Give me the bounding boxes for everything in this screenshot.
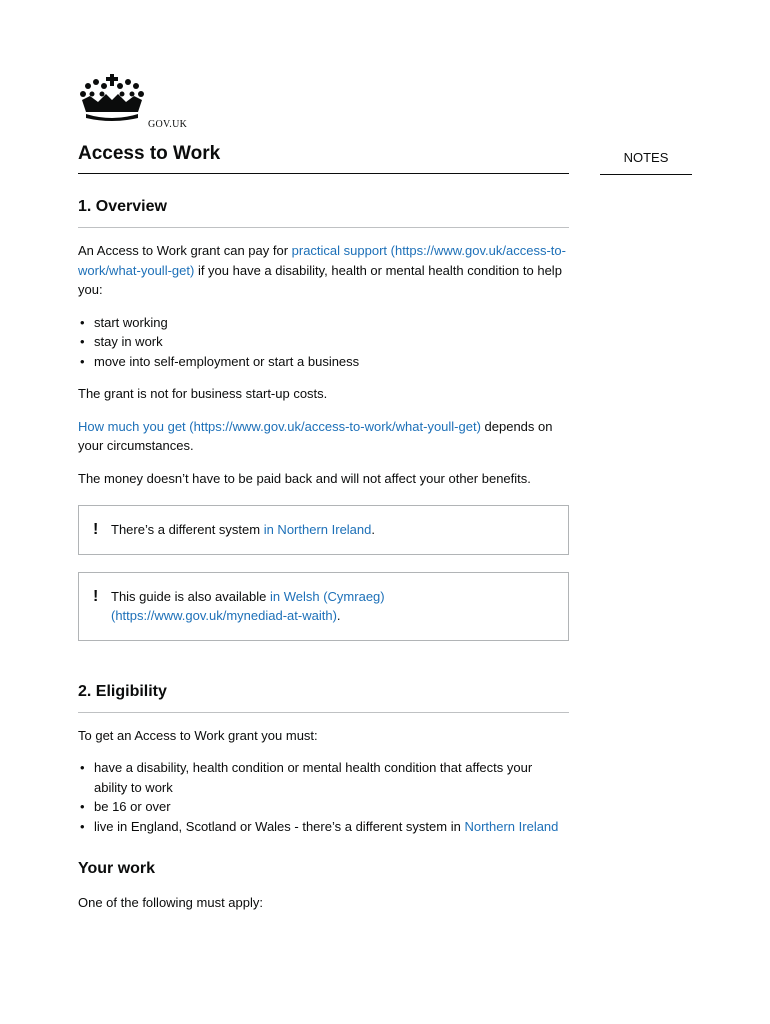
- how-much-after-text: depends on your circumstances.: [78, 418, 553, 453]
- list-item: • have a disability, health condition or mental health condition that affects your ability to work: [78, 758, 569, 797]
- crown-icon: [78, 72, 146, 122]
- list-item: • be 16 or over: [78, 797, 569, 817]
- northern-ireland-link[interactable]: in Northern Ireland: [263, 522, 372, 537]
- list-item: • stay in work: [78, 332, 569, 352]
- eligibility-intro: To get an Access to Work grant you must:: [78, 727, 318, 743]
- northern-ireland-link[interactable]: Northern Ireland: [464, 818, 559, 834]
- logo-text: GOV.UK: [148, 119, 188, 130]
- warning-icon: !: [93, 587, 99, 605]
- overview-bullet-list: [78, 313, 569, 372]
- list-item: [78, 817, 569, 837]
- your-work-heading: Your work: [78, 860, 156, 877]
- callout-text: [111, 520, 556, 540]
- eligibility-bullet-list: [78, 758, 569, 836]
- notes-heading: NOTES: [600, 150, 692, 175]
- startup-costs-text: The grant is not for business start-up costs.: [78, 386, 328, 401]
- callout-text: [111, 587, 556, 626]
- section-heading-overview: 1. Overview: [78, 198, 569, 228]
- how-much-you-get-link[interactable]: How much you get (https://www.gov.uk/access-to-work/what-youll-get): [78, 418, 481, 434]
- callout-text-after: .: [336, 608, 341, 623]
- section-heading-eligibility: 2. Eligibility: [78, 683, 569, 713]
- intro-text-before: An Access to Work grant can pay for: [78, 243, 292, 258]
- callout-text-after: .: [371, 522, 375, 537]
- residency-text: live in England, Scotland or Wales - there’s a different system in: [94, 818, 465, 834]
- list-item: • move into self-employment or start a business: [78, 352, 569, 372]
- overview-intro: [78, 241, 569, 300]
- practical-support-link[interactable]: practical support (https://www.gov.uk/access-to-work/what-youll-get): [78, 243, 566, 278]
- how-much-paragraph: [78, 417, 569, 456]
- callout-text-before: This guide is also available: [111, 588, 270, 604]
- list-item: • start working: [78, 313, 569, 333]
- welsh-guide-link[interactable]: in Welsh (Cymraeg) (https://www.gov.uk/mynediad-at-waith): [111, 588, 385, 623]
- intro-text-after: if you have a disability, health or mental health condition to help you:: [78, 262, 562, 297]
- your-work-intro: One of the following must apply:: [78, 895, 263, 910]
- page-title: Access to Work: [78, 143, 569, 174]
- welsh-guide-callout: [78, 572, 569, 641]
- warning-icon: !: [93, 521, 99, 538]
- northern-ireland-callout: [78, 505, 569, 555]
- payback-text: The money doesn’t have to be paid back and will not affect your other benefits.: [78, 470, 531, 486]
- callout-text-before: There’s a different system: [111, 522, 264, 537]
- main-content: [78, 143, 569, 913]
- govuk-crown-logo[interactable]: [78, 72, 148, 122]
